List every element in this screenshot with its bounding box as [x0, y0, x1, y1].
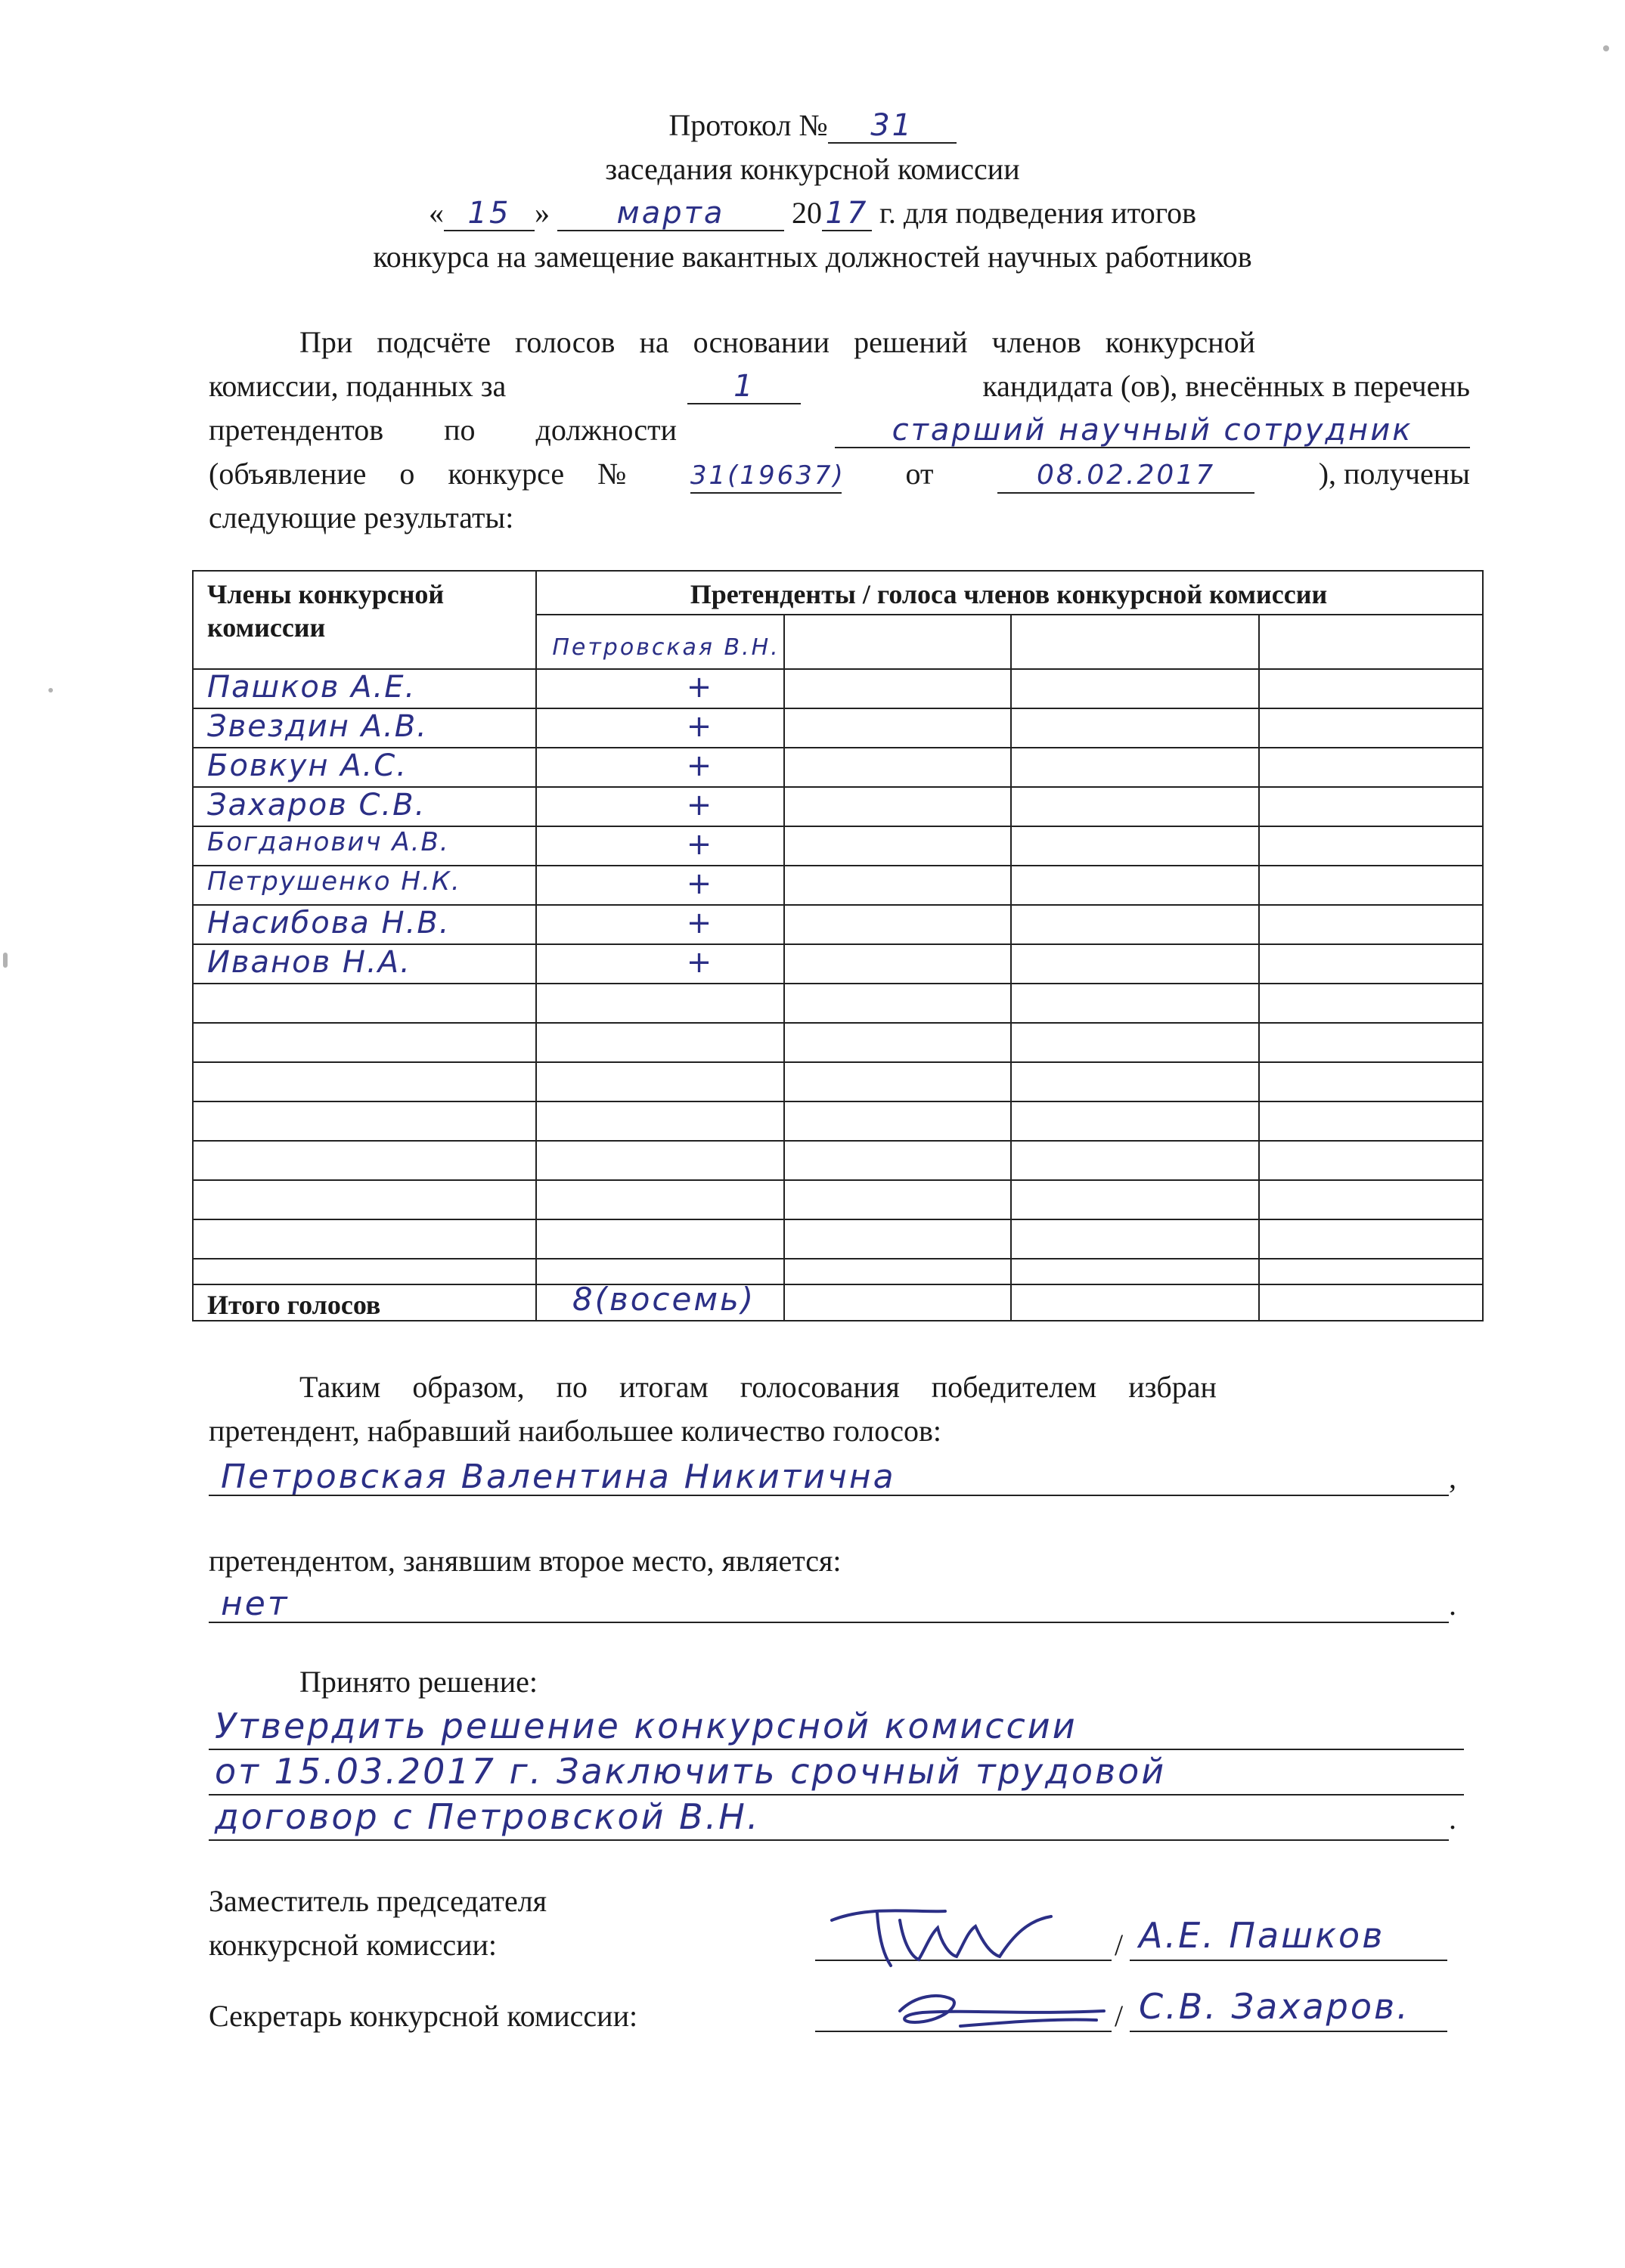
- deputy-signature-icon: [824, 1890, 1074, 1973]
- secretary-separator: /: [1115, 1999, 1124, 2033]
- second-dot: .: [1449, 1588, 1456, 1622]
- announcement-no: 31(19637): [690, 460, 845, 491]
- intro-line-4: [209, 452, 1470, 496]
- member-vote: +: [686, 709, 715, 744]
- scan-spot: [3, 953, 8, 968]
- day-field: [444, 197, 535, 231]
- candidates-count-field: [687, 370, 801, 404]
- decision-field-1: [209, 1706, 1464, 1750]
- protocol-number: 31: [870, 108, 914, 143]
- intro-text-2b: кандидата (ов), внесённых в перечень: [982, 369, 1470, 403]
- year-prefix: 20: [791, 196, 822, 230]
- intro-text-4b: от: [905, 457, 934, 491]
- month-value: марта: [616, 196, 725, 231]
- member-name: Бовкун А.С.: [207, 748, 408, 783]
- date-line: [0, 192, 1625, 234]
- decision-field-2: [209, 1751, 1464, 1796]
- deputy-label-1: Заместитель председателя: [209, 1884, 547, 1918]
- intro-line-3: [209, 408, 1470, 452]
- decision-text-3: договор с Петровской В.Н.: [215, 1796, 761, 1837]
- table-line: [194, 1140, 1482, 1142]
- scan-spot: [48, 688, 53, 692]
- decision-line-1: [209, 1706, 1470, 1752]
- table-line: [535, 614, 1482, 615]
- intro-line-2: [209, 364, 1470, 408]
- table-line: [1258, 614, 1260, 1320]
- position-value: старший научный сотрудник: [892, 413, 1413, 448]
- decision-dot: .: [1449, 1802, 1456, 1836]
- intro-text-1: При подсчёте голосов на основании решений членов конкурсной: [299, 325, 1255, 359]
- table-line: [194, 1061, 1482, 1063]
- table-line: [194, 1258, 1482, 1259]
- quote-open: «: [428, 196, 444, 230]
- protocol-label: Протокол №: [668, 108, 828, 142]
- decision-line-2: [209, 1751, 1470, 1798]
- votes-table: [192, 570, 1484, 1321]
- scan-spot: [1603, 45, 1609, 51]
- member-vote: +: [686, 906, 715, 940]
- secretary-name: С.В. Захаров.: [1139, 1986, 1410, 2027]
- deputy-name-line: [1130, 1960, 1447, 1961]
- second-field: [209, 1585, 1449, 1623]
- member-name: Петрушенко Н.К.: [207, 866, 461, 897]
- candidates-count: 1: [733, 369, 755, 404]
- quote-close: »: [534, 196, 550, 230]
- candidate-name-text: Петровская В.Н.: [552, 634, 780, 661]
- members-header: Члены конкурсной комиссии: [207, 579, 445, 643]
- month-field: [557, 197, 784, 231]
- winner-comma: ,: [1449, 1461, 1456, 1495]
- secretary-name-line: [1130, 2031, 1447, 2032]
- candidates-header: Претенденты / голоса членов конкурсной комиссии: [690, 579, 1328, 609]
- decision-label-text: Принято решение:: [299, 1665, 538, 1699]
- announcement-no-field: [690, 457, 845, 494]
- table-line: [194, 1284, 1482, 1285]
- announcement-date-field: [997, 457, 1254, 494]
- announcement-date: 08.02.2017: [1037, 460, 1216, 491]
- decision-label: [209, 1660, 1470, 1704]
- winner-field: [209, 1458, 1449, 1496]
- protocol-number-field: [828, 109, 957, 144]
- deputy-name: А.Е. Пашков: [1139, 1915, 1385, 1956]
- decision-text-1: Утвердить решение конкурсной комиссии: [215, 1706, 1078, 1746]
- intro-text-4a: (объявление о конкурсе №: [209, 457, 627, 491]
- session-line: заседания конкурсной комиссии: [605, 152, 1020, 186]
- member-vote: +: [686, 670, 715, 705]
- member-name: Звездин А.В.: [207, 709, 428, 744]
- year-suffix: 17: [825, 196, 869, 231]
- table-line: [194, 1101, 1482, 1102]
- member-vote: +: [686, 827, 715, 862]
- member-name: Пашков А.Е.: [207, 670, 417, 705]
- intro-text-2a: комиссии, поданных за: [209, 369, 507, 403]
- deputy-label-2: конкурсной комиссии:: [209, 1928, 498, 1962]
- member-name: Иванов Н.А.: [207, 945, 411, 980]
- total-label: Итого голосов: [207, 1290, 381, 1320]
- winner-name: Петровская Валентина Никитична: [221, 1458, 896, 1496]
- result-line-1: [209, 1365, 1470, 1409]
- second-label: претендентом, занявшим второе место, является:: [209, 1544, 842, 1578]
- decision-line-3: [209, 1796, 1470, 1843]
- table-line: [1010, 614, 1012, 1320]
- candidate-name: [543, 626, 789, 670]
- deputy-separator: /: [1115, 1928, 1124, 1962]
- member-vote: +: [686, 748, 715, 783]
- position-field: [835, 414, 1470, 448]
- result-text-1: Таким образом, по итогам голосования победителем избран: [299, 1370, 1217, 1404]
- second-line: [209, 1583, 1470, 1627]
- member-vote: +: [686, 945, 715, 980]
- second-value: нет: [221, 1585, 290, 1623]
- total-value: 8(восемь): [572, 1281, 756, 1318]
- table-line: [194, 1022, 1482, 1024]
- member-name: Насибова Н.В.: [207, 906, 451, 940]
- year-field: [822, 197, 872, 231]
- intro-line-1: [209, 321, 1470, 364]
- table-line: [194, 1179, 1482, 1181]
- table-line: [535, 572, 537, 1320]
- table-line: [194, 983, 1482, 984]
- intro-text-4c: ), получены: [1318, 457, 1470, 491]
- table-line: [194, 1219, 1482, 1220]
- result-line-2: претендент, набравший наибольшее количество голосов:: [209, 1414, 942, 1448]
- member-vote: +: [686, 788, 715, 823]
- contest-line: конкурса на замещение вакантных должностей научных работников: [373, 240, 1252, 274]
- member-vote: +: [686, 866, 715, 901]
- decision-text-2: от 15.03.2017 г. Заключить срочный трудовой: [215, 1751, 1167, 1792]
- decision-field-3: [209, 1796, 1449, 1841]
- member-name: Богданович А.В.: [207, 827, 450, 857]
- day-value: 15: [467, 196, 511, 231]
- secretary-label: Секретарь конкурсной комиссии:: [209, 1999, 638, 2033]
- date-line-rest: г. для подведения итогов: [879, 196, 1197, 230]
- winner-line: [209, 1456, 1470, 1500]
- table-line: [783, 614, 785, 1320]
- secretary-signature-icon: [870, 1981, 1119, 2041]
- intro-text-3: претендентов по должности: [209, 413, 678, 447]
- protocol-title: [0, 104, 1625, 147]
- member-name: Захаров С.В.: [207, 788, 426, 823]
- intro-line-5: следующие результаты:: [209, 500, 514, 534]
